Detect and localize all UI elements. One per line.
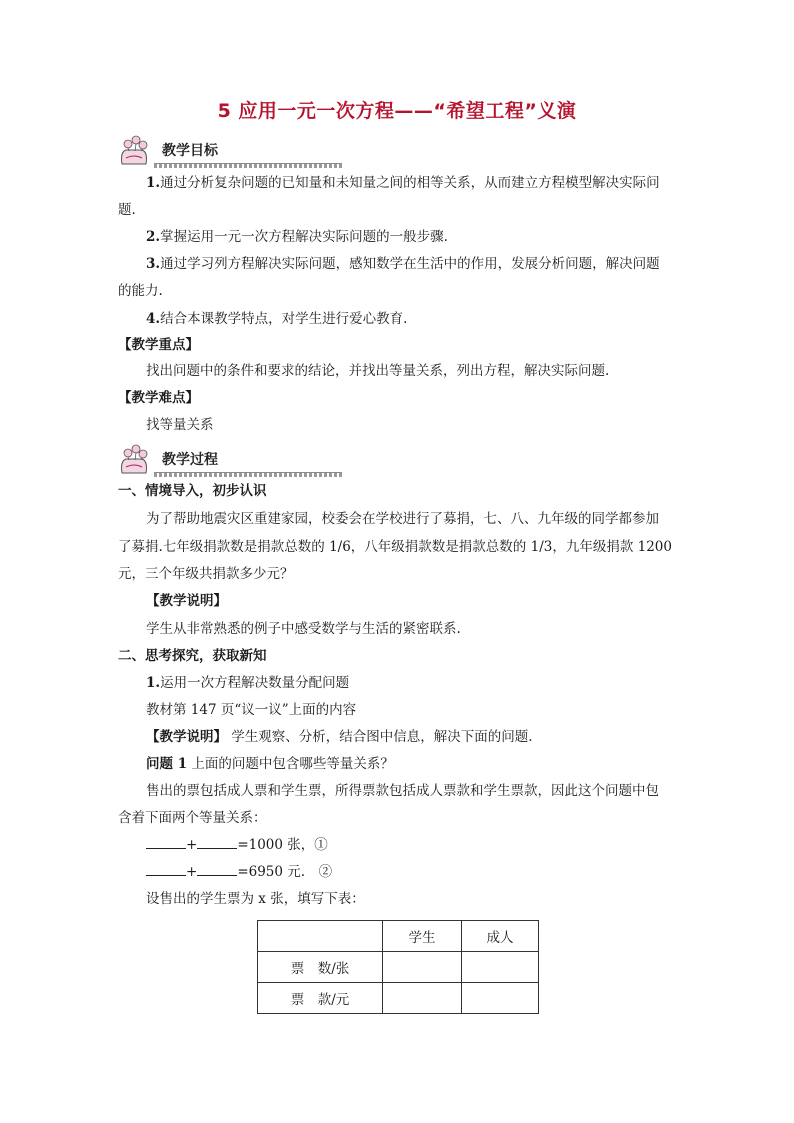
part1-paragraph-line-1: 为了帮助地震灾区重建家园，校委会在学校进行了募捐，七、八、九年级的同学都参加 [146,511,659,527]
section-label: 教学过程 [162,452,218,468]
objective-item-3: 3.通过学习列方程解决实际问题，感知数学在生活中的作用，发展分析问题，解决问题 [146,256,660,272]
table-header-cell [258,921,383,952]
part1-note-heading: 【教学说明】 [146,593,227,609]
objective-item-4: 4.结合本课教学特点，对学生进行爱心教育. [146,311,408,327]
section-header-objectives [116,134,266,168]
blank-field[interactable] [146,861,186,876]
table-header-row [258,921,539,952]
objective-item-1-cont: 题. [118,202,136,218]
part1-note-text: 学生从非常熟悉的例子中感受数学与生活的紧密联系. [146,621,461,637]
difficulty-text: 找等量关系 [146,417,214,433]
part2-heading: 二、思考探究，获取新知 [118,648,267,664]
part2-note: 【教学说明】 学生观察、分析，结合图中信息，解决下面的问题. [146,729,533,745]
blank-field[interactable] [197,834,237,849]
part2-textbook-ref: 教材第 147 页“议一议”上面的内容 [146,702,357,718]
question-1: 问题 1 上面的问题中包含哪些等量关系？ [146,756,394,772]
blank-field[interactable] [146,834,186,849]
table-row [258,952,539,983]
page-title: 5 应用一元一次方程——“希望工程”义演 [217,100,577,122]
key-points-text: 找出问题中的条件和要求的结论，并找出等量关系，列出方程，解决实际问题. [146,363,610,379]
section-underline [154,472,342,477]
part2-subheading-1: 1.运用一次方程解决数量分配问题 [146,675,350,691]
part1-heading: 一、情境导入，初步认识 [118,483,267,499]
section-label: 教学目标 [162,143,218,159]
table-cell[interactable] [462,952,539,983]
table-cell[interactable] [383,983,462,1014]
table-row-label: 票 数/张 [258,952,383,983]
blank-field[interactable] [197,861,237,876]
ticket-table [257,920,539,1014]
objective-item-3-cont: 的能力. [118,283,163,299]
difficulty-heading: 【教学难点】 [118,390,199,406]
table-cell[interactable] [462,983,539,1014]
section-underline [154,163,342,168]
part1-paragraph-line-2: 了募捐.七年级捐款数是捐款总数的 1/6，八年级捐款数是捐款总数的 1/3，九年级捐款 1200 [118,539,672,555]
answer-line-1: 售出的票包括成人票和学生票，所得票款包括成人票款和学生票款，因此这个问题中包 [146,783,659,799]
equation-1: + =1000 张，① [146,832,686,859]
objective-item-2: 2.掌握运用一元一次方程解决实际问题的一般步骤. [146,229,448,245]
equation-2: + =6950 元. ② [146,859,686,886]
table-row [258,983,539,1014]
key-points-heading: 【教学重点】 [118,337,199,353]
part1-paragraph-line-3: 元，三个年级共捐款多少元？ [118,566,294,582]
table-header-cell: 学生 [383,921,462,952]
table-header-cell: 成人 [462,921,539,952]
section-header-process [116,443,266,477]
answer-line-2: 含着下面两个等量关系： [118,810,267,826]
table-cell[interactable] [383,952,462,983]
setup-text: 设售出的学生票为 x 张，填写下表： [146,891,365,907]
table-row-label: 票 款/元 [258,983,383,1014]
objective-item-1: 1.通过分析复杂问题的已知量和未知量之间的相等关系，从而建立方程模型解决实际问 [146,175,660,191]
